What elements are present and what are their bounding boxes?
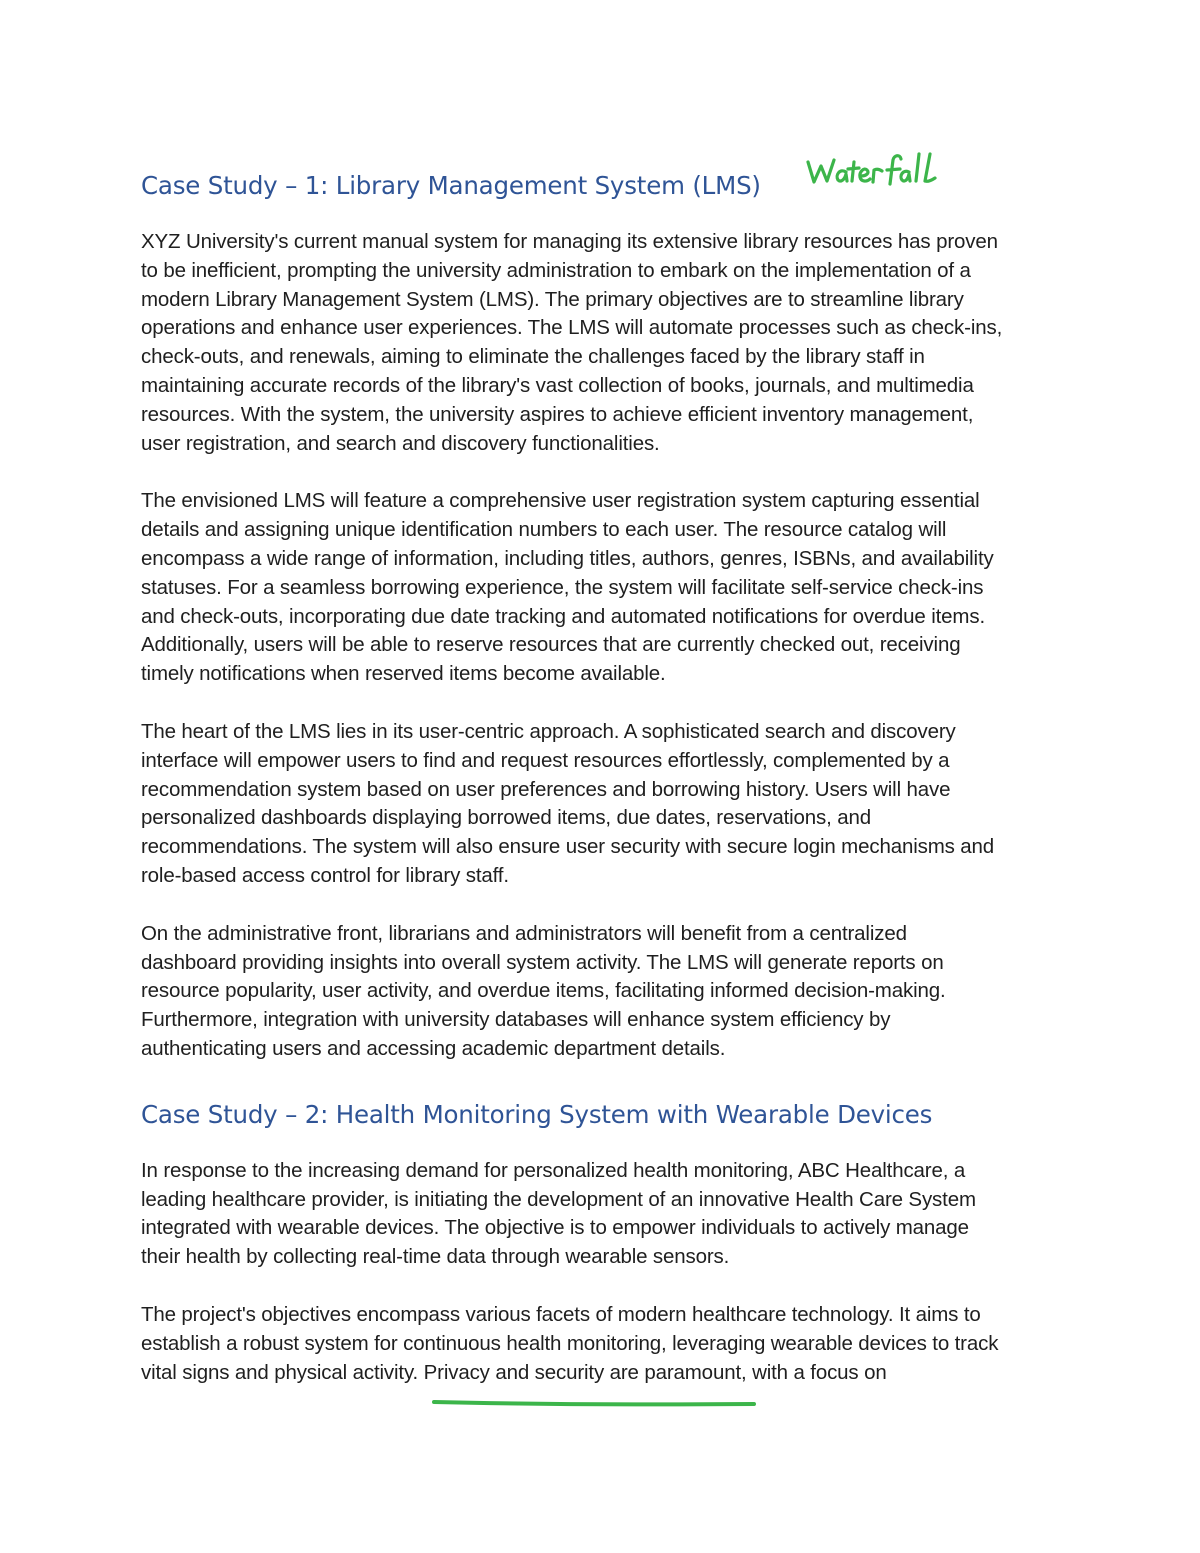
- text-line: Furthermore, integration with university databases will enhance system efficiency by: [141, 1008, 891, 1032]
- text-line: to be inefficient, prompting the university administration to embark on the implementation of a: [141, 258, 971, 282]
- text-line: authenticating users and accessing academic department details.: [141, 1036, 726, 1060]
- case-study-1-heading: Case Study – 1: Library Management System (LMS): [141, 171, 761, 200]
- section2-paragraph-1: [141, 1157, 1061, 1272]
- text-line: statuses. For a seamless borrowing experience, the system will facilitate self-service check-ins: [141, 575, 984, 599]
- text-line: user registration, and search and discovery functionalities.: [141, 431, 660, 455]
- section1-paragraph-3: [141, 718, 1061, 891]
- text-line: XYZ University's current manual system for managing its extensive library resources has proven: [141, 230, 998, 253]
- text-line: interface will empower users to find and request resources effortlessly, complemented by a: [141, 748, 950, 772]
- document-body: [141, 164, 1061, 1416]
- text-line: In response to the increasing demand for personalized health monitoring, ABC Healthcare, a: [141, 1158, 966, 1182]
- text-line: dashboard providing insights into overall system activity. The LMS will generate reports on: [141, 950, 944, 974]
- text-line: role-based access control for library staff.: [141, 863, 509, 887]
- case-study-2-heading: Case Study – 2: Health Monitoring System with Wearable Devices: [141, 1099, 933, 1129]
- section2-paragraph-2: [141, 1301, 1061, 1387]
- text-line: modern Library Management System (LMS). The primary objectives are to streamline library: [141, 287, 964, 311]
- text-line: Additionally, users will be able to reserve resources that are currently checked out, receiving: [141, 633, 961, 657]
- text-line: integrated with wearable devices. The objective is to empower individuals to actively manage: [141, 1216, 969, 1240]
- text-line: maintaining accurate records of the library's vast collection of books, journals, and multimedia: [141, 373, 974, 397]
- text-line: details and assigning unique identification numbers to each user. The resource catalog will: [141, 518, 947, 542]
- text-line: timely notifications when reserved items become available.: [141, 662, 666, 686]
- handwritten-annotation-waterfall: [804, 148, 938, 196]
- highlight-underline-mark: [430, 1396, 758, 1412]
- text-line: vital signs and physical activity. Privacy and security are paramount, with a focus on: [141, 1360, 887, 1384]
- text-line: On the administrative front, librarians and administrators will benefit from a centralized: [141, 921, 907, 945]
- text-line: check-outs, and renewals, aiming to eliminate the challenges faced by the library staff in: [141, 345, 925, 369]
- text-line: recommendation system based on user preferences and borrowing history. Users will have: [141, 777, 951, 801]
- section1-paragraph-4: [141, 920, 1061, 1064]
- text-line: operations and enhance user experiences. The LMS will automate processes such as check-ins,: [141, 316, 1003, 340]
- text-line: their health by collecting real-time data through wearable sensors.: [141, 1245, 730, 1269]
- text-line: resources. With the system, the university aspires to achieve efficient inventory management,: [141, 402, 974, 426]
- text-line: The project's objectives encompass various facets of modern healthcare technology. It aims to: [141, 1302, 981, 1326]
- text-line: establish a robust system for continuous health monitoring, leveraging wearable devices to track: [141, 1331, 999, 1355]
- section1-paragraph-2: [141, 487, 1061, 689]
- text-line: The heart of the LMS lies in its user-centric approach. A sophisticated search and discovery: [141, 719, 956, 743]
- text-line: resource popularity, user activity, and overdue items, facilitating informed decision-making.: [141, 979, 946, 1003]
- text-line: leading healthcare provider, is initiating the development of an innovative Health Care System: [141, 1187, 976, 1211]
- text-line: encompass a wide range of information, including titles, authors, genres, ISBNs, and availability: [141, 546, 994, 570]
- section1-paragraph-1: [141, 228, 1061, 458]
- text-line: and check-outs, incorporating due date tracking and automated notifications for overdue items.: [141, 604, 985, 628]
- text-line: recommendations. The system will also ensure user security with secure login mechanisms and: [141, 835, 995, 859]
- text-line: personalized dashboards displaying borrowed items, due dates, reservations, and: [141, 806, 872, 830]
- text-line: The envisioned LMS will feature a comprehensive user registration system capturing essential: [141, 489, 980, 513]
